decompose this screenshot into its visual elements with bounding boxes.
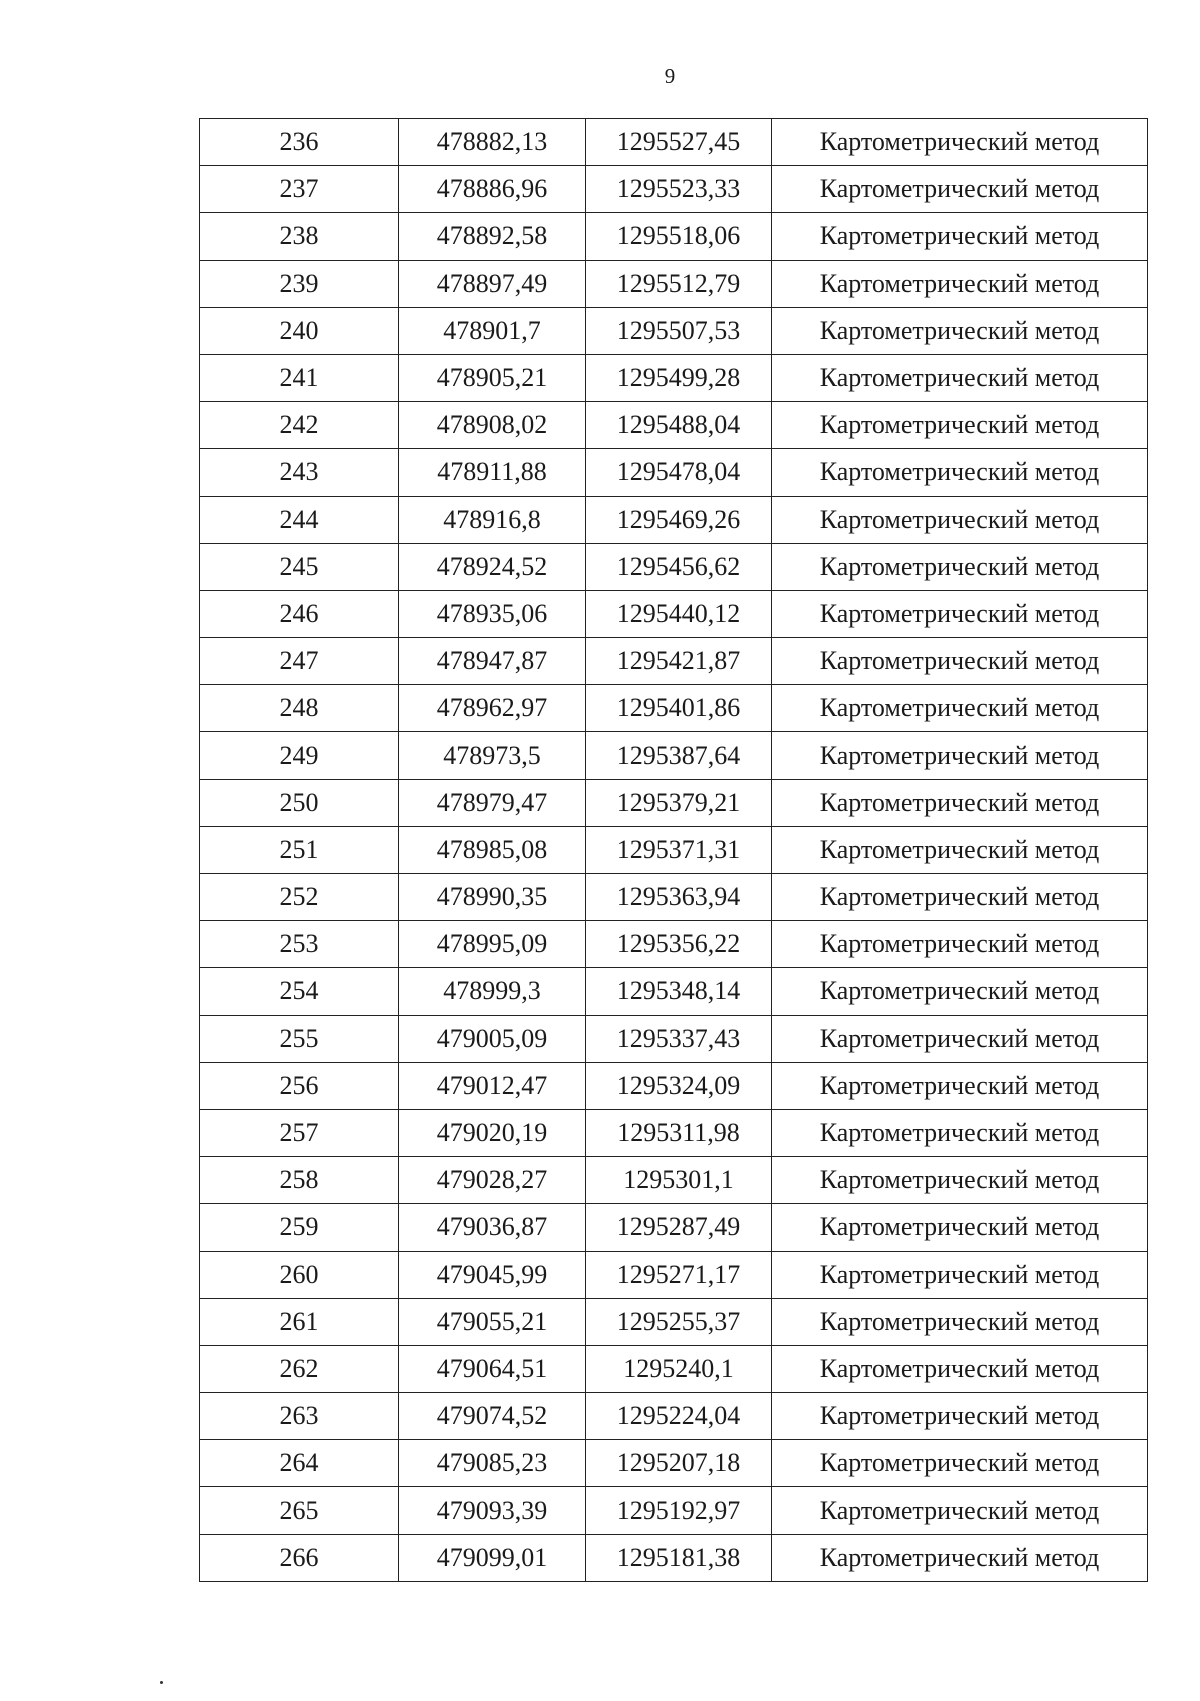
x-coordinate-cell: 478882,13 [399, 119, 586, 166]
y-coordinate-cell: 1295287,49 [586, 1204, 772, 1251]
point-number-cell: 241 [200, 354, 399, 401]
table-row [200, 449, 1148, 496]
coordinates-table-body [200, 119, 1148, 1582]
y-coordinate-cell: 1295371,31 [586, 826, 772, 873]
method-cell: Картометрический метод [772, 1534, 1148, 1581]
y-coordinate-cell: 1295271,17 [586, 1251, 772, 1298]
point-number-cell: 266 [200, 1534, 399, 1581]
point-number-cell: 262 [200, 1345, 399, 1392]
point-number-cell: 259 [200, 1204, 399, 1251]
y-coordinate-cell: 1295499,28 [586, 354, 772, 401]
x-coordinate-cell: 479036,87 [399, 1204, 586, 1251]
point-number-cell: 260 [200, 1251, 399, 1298]
point-number-cell: 263 [200, 1393, 399, 1440]
method-cell: Картометрический метод [772, 685, 1148, 732]
x-coordinate-cell: 479012,47 [399, 1062, 586, 1109]
method-cell: Картометрический метод [772, 590, 1148, 637]
y-coordinate-cell: 1295478,04 [586, 449, 772, 496]
y-coordinate-cell: 1295255,37 [586, 1298, 772, 1345]
method-cell: Картометрический метод [772, 1062, 1148, 1109]
method-cell: Картометрический метод [772, 402, 1148, 449]
y-coordinate-cell: 1295337,43 [586, 1015, 772, 1062]
table-row [200, 260, 1148, 307]
x-coordinate-cell: 479028,27 [399, 1157, 586, 1204]
x-coordinate-cell: 479085,23 [399, 1440, 586, 1487]
x-coordinate-cell: 478947,87 [399, 638, 586, 685]
table-row [200, 402, 1148, 449]
y-coordinate-cell: 1295356,22 [586, 921, 772, 968]
y-coordinate-cell: 1295387,64 [586, 732, 772, 779]
method-cell: Картометрический метод [772, 1015, 1148, 1062]
method-cell: Картометрический метод [772, 166, 1148, 213]
x-coordinate-cell: 479005,09 [399, 1015, 586, 1062]
method-cell: Картометрический метод [772, 1393, 1148, 1440]
method-cell: Картометрический метод [772, 260, 1148, 307]
point-number-cell: 261 [200, 1298, 399, 1345]
point-number-cell: 254 [200, 968, 399, 1015]
method-cell: Картометрический метод [772, 354, 1148, 401]
table-row [200, 590, 1148, 637]
table-row [200, 1109, 1148, 1156]
x-coordinate-cell: 479074,52 [399, 1393, 586, 1440]
point-number-cell: 256 [200, 1062, 399, 1109]
method-cell: Картометрический метод [772, 874, 1148, 921]
point-number-cell: 255 [200, 1015, 399, 1062]
method-cell: Картометрический метод [772, 1487, 1148, 1534]
x-coordinate-cell: 478897,49 [399, 260, 586, 307]
table-row [200, 1251, 1148, 1298]
y-coordinate-cell: 1295440,12 [586, 590, 772, 637]
table-row [200, 685, 1148, 732]
y-coordinate-cell: 1295301,1 [586, 1157, 772, 1204]
table-row [200, 921, 1148, 968]
x-coordinate-cell: 478973,5 [399, 732, 586, 779]
x-coordinate-cell: 479099,01 [399, 1534, 586, 1581]
point-number-cell: 248 [200, 685, 399, 732]
y-coordinate-cell: 1295192,97 [586, 1487, 772, 1534]
point-number-cell: 239 [200, 260, 399, 307]
method-cell: Картометрический метод [772, 1298, 1148, 1345]
coordinates-table [199, 118, 1148, 1582]
method-cell: Картометрический метод [772, 921, 1148, 968]
table-row [200, 354, 1148, 401]
x-coordinate-cell: 479093,39 [399, 1487, 586, 1534]
method-cell: Картометрический метод [772, 307, 1148, 354]
table-row [200, 1440, 1148, 1487]
x-coordinate-cell: 478990,35 [399, 874, 586, 921]
page-number: 9 [664, 64, 676, 88]
x-coordinate-cell: 479064,51 [399, 1345, 586, 1392]
x-coordinate-cell: 478985,08 [399, 826, 586, 873]
table-row [200, 1345, 1148, 1392]
method-cell: Картометрический метод [772, 496, 1148, 543]
x-coordinate-cell: 478908,02 [399, 402, 586, 449]
method-cell: Картометрический метод [772, 826, 1148, 873]
x-coordinate-cell: 478905,21 [399, 354, 586, 401]
point-number-cell: 243 [200, 449, 399, 496]
x-coordinate-cell: 479055,21 [399, 1298, 586, 1345]
x-coordinate-cell: 478962,97 [399, 685, 586, 732]
point-number-cell: 236 [200, 119, 399, 166]
table-row [200, 1157, 1148, 1204]
y-coordinate-cell: 1295456,62 [586, 543, 772, 590]
point-number-cell: 246 [200, 590, 399, 637]
point-number-cell: 252 [200, 874, 399, 921]
x-coordinate-cell: 478916,8 [399, 496, 586, 543]
table-row [200, 543, 1148, 590]
x-coordinate-cell: 478886,96 [399, 166, 586, 213]
y-coordinate-cell: 1295207,18 [586, 1440, 772, 1487]
table-row [200, 496, 1148, 543]
table-row [200, 1534, 1148, 1581]
table-row [200, 1298, 1148, 1345]
table-row [200, 307, 1148, 354]
table-row [200, 779, 1148, 826]
table-row [200, 826, 1148, 873]
point-number-cell: 242 [200, 402, 399, 449]
table-row [200, 968, 1148, 1015]
x-coordinate-cell: 478911,88 [399, 449, 586, 496]
point-number-cell: 247 [200, 638, 399, 685]
table-row [200, 732, 1148, 779]
x-coordinate-cell: 478901,7 [399, 307, 586, 354]
y-coordinate-cell: 1295512,79 [586, 260, 772, 307]
point-number-cell: 258 [200, 1157, 399, 1204]
x-coordinate-cell: 478999,3 [399, 968, 586, 1015]
table-row [200, 1062, 1148, 1109]
table-row [200, 213, 1148, 260]
y-coordinate-cell: 1295527,45 [586, 119, 772, 166]
table-row [200, 1015, 1148, 1062]
point-number-cell: 257 [200, 1109, 399, 1156]
y-coordinate-cell: 1295363,94 [586, 874, 772, 921]
method-cell: Картометрический метод [772, 968, 1148, 1015]
y-coordinate-cell: 1295379,21 [586, 779, 772, 826]
y-coordinate-cell: 1295224,04 [586, 1393, 772, 1440]
method-cell: Картометрический метод [772, 1251, 1148, 1298]
table-row [200, 874, 1148, 921]
method-cell: Картометрический метод [772, 449, 1148, 496]
y-coordinate-cell: 1295311,98 [586, 1109, 772, 1156]
x-coordinate-cell: 478979,47 [399, 779, 586, 826]
y-coordinate-cell: 1295401,86 [586, 685, 772, 732]
method-cell: Картометрический метод [772, 543, 1148, 590]
point-number-cell: 238 [200, 213, 399, 260]
method-cell: Картометрический метод [772, 638, 1148, 685]
point-number-cell: 245 [200, 543, 399, 590]
y-coordinate-cell: 1295240,1 [586, 1345, 772, 1392]
x-coordinate-cell: 479045,99 [399, 1251, 586, 1298]
y-coordinate-cell: 1295348,14 [586, 968, 772, 1015]
method-cell: Картометрический метод [772, 1109, 1148, 1156]
method-cell: Картометрический метод [772, 119, 1148, 166]
point-number-cell: 249 [200, 732, 399, 779]
point-number-cell: 264 [200, 1440, 399, 1487]
method-cell: Картометрический метод [772, 213, 1148, 260]
point-number-cell: 240 [200, 307, 399, 354]
method-cell: Картометрический метод [772, 1345, 1148, 1392]
point-number-cell: 237 [200, 166, 399, 213]
table-row [200, 119, 1148, 166]
method-cell: Картометрический метод [772, 779, 1148, 826]
y-coordinate-cell: 1295421,87 [586, 638, 772, 685]
point-number-cell: 265 [200, 1487, 399, 1534]
method-cell: Картометрический метод [772, 732, 1148, 779]
point-number-cell: 253 [200, 921, 399, 968]
y-coordinate-cell: 1295324,09 [586, 1062, 772, 1109]
y-coordinate-cell: 1295469,26 [586, 496, 772, 543]
method-cell: Картометрический метод [772, 1157, 1148, 1204]
x-coordinate-cell: 478924,52 [399, 543, 586, 590]
x-coordinate-cell: 478935,06 [399, 590, 586, 637]
x-coordinate-cell: 478995,09 [399, 921, 586, 968]
table-row [200, 1204, 1148, 1251]
y-coordinate-cell: 1295181,38 [586, 1534, 772, 1581]
x-coordinate-cell: 478892,58 [399, 213, 586, 260]
stray-dot [160, 1681, 163, 1684]
y-coordinate-cell: 1295488,04 [586, 402, 772, 449]
x-coordinate-cell: 479020,19 [399, 1109, 586, 1156]
table-row [200, 638, 1148, 685]
point-number-cell: 244 [200, 496, 399, 543]
y-coordinate-cell: 1295507,53 [586, 307, 772, 354]
point-number-cell: 251 [200, 826, 399, 873]
y-coordinate-cell: 1295518,06 [586, 213, 772, 260]
table-row [200, 166, 1148, 213]
table-row [200, 1487, 1148, 1534]
y-coordinate-cell: 1295523,33 [586, 166, 772, 213]
table-row [200, 1393, 1148, 1440]
point-number-cell: 250 [200, 779, 399, 826]
method-cell: Картометрический метод [772, 1204, 1148, 1251]
method-cell: Картометрический метод [772, 1440, 1148, 1487]
